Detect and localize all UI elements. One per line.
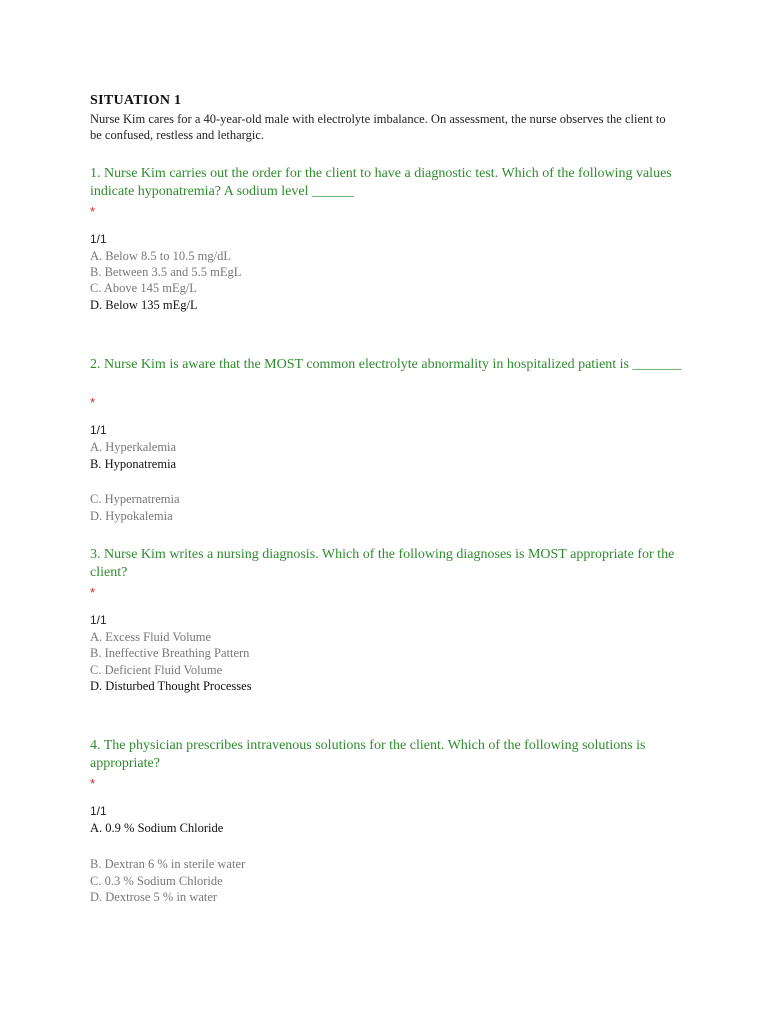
- question-2-option-c[interactable]: C. Hypernatremia: [90, 492, 180, 506]
- question-1-text: 1. Nurse Kim carries out the order for the client to have a diagnostic test. Which of the following values indicate hyponatremia? A sodium level ______: [90, 166, 672, 199]
- question-4-option-b[interactable]: B. Dextran 6 % in sterile water: [90, 857, 246, 871]
- question-2-text: 2. Nurse Kim is aware that the MOST common electrolyte abnormality in hospitalized patient is _______: [90, 357, 682, 372]
- question-1-option-a[interactable]: A. Below 8.5 to 10.5 mg/dL: [90, 249, 231, 263]
- question-4-text: 4. The physician prescribes intravenous solutions for the client. Which of the following solutions is appropriate?: [90, 738, 646, 771]
- situation-intro: Nurse Kim cares for a 40-year-old male with electrolyte imbalance. On assessment, the nurse observes the client to be confused, restless and lethargic.: [90, 112, 666, 142]
- question-2-required-mark: *: [90, 395, 96, 410]
- question-1-option-b[interactable]: B. Between 3.5 and 5.5 mEgL: [90, 265, 242, 279]
- question-2-option-a[interactable]: A. Hyperkalemia: [90, 440, 177, 454]
- question-4-score: 1/1: [90, 804, 107, 818]
- question-3-option-d[interactable]: D. Disturbed Thought Processes: [90, 679, 252, 693]
- question-3-required-mark: *: [90, 585, 96, 600]
- question-2-option-d[interactable]: D. Hypokalemia: [90, 509, 173, 523]
- question-4-option-a[interactable]: A. 0.9 % Sodium Chloride: [90, 821, 224, 835]
- question-1-required-mark: *: [90, 204, 96, 219]
- question-1-score: 1/1: [90, 232, 107, 246]
- question-4-required-mark: *: [90, 776, 96, 791]
- situation-title: SITUATION 1: [90, 93, 182, 108]
- question-3-option-a[interactable]: A. Excess Fluid Volume: [90, 630, 212, 644]
- question-1-option-d[interactable]: D. Below 135 mEg/L: [90, 298, 198, 312]
- question-3-text: 3. Nurse Kim writes a nursing diagnosis. Which of the following diagnoses is MOST appropriate for the client?: [90, 547, 675, 580]
- question-2-option-b[interactable]: B. Hyponatremia: [90, 457, 177, 471]
- question-3-option-b[interactable]: B. Ineffective Breathing Pattern: [90, 646, 250, 660]
- question-1-option-c[interactable]: C. Above 145 mEg/L: [90, 281, 197, 295]
- question-4-option-d[interactable]: D. Dextrose 5 % in water: [90, 890, 218, 904]
- question-3-option-c[interactable]: C. Deficient Fluid Volume: [90, 663, 223, 677]
- question-4-option-c[interactable]: C. 0.3 % Sodium Chloride: [90, 874, 223, 888]
- question-2-score: 1/1: [90, 423, 107, 437]
- question-3-score: 1/1: [90, 613, 107, 627]
